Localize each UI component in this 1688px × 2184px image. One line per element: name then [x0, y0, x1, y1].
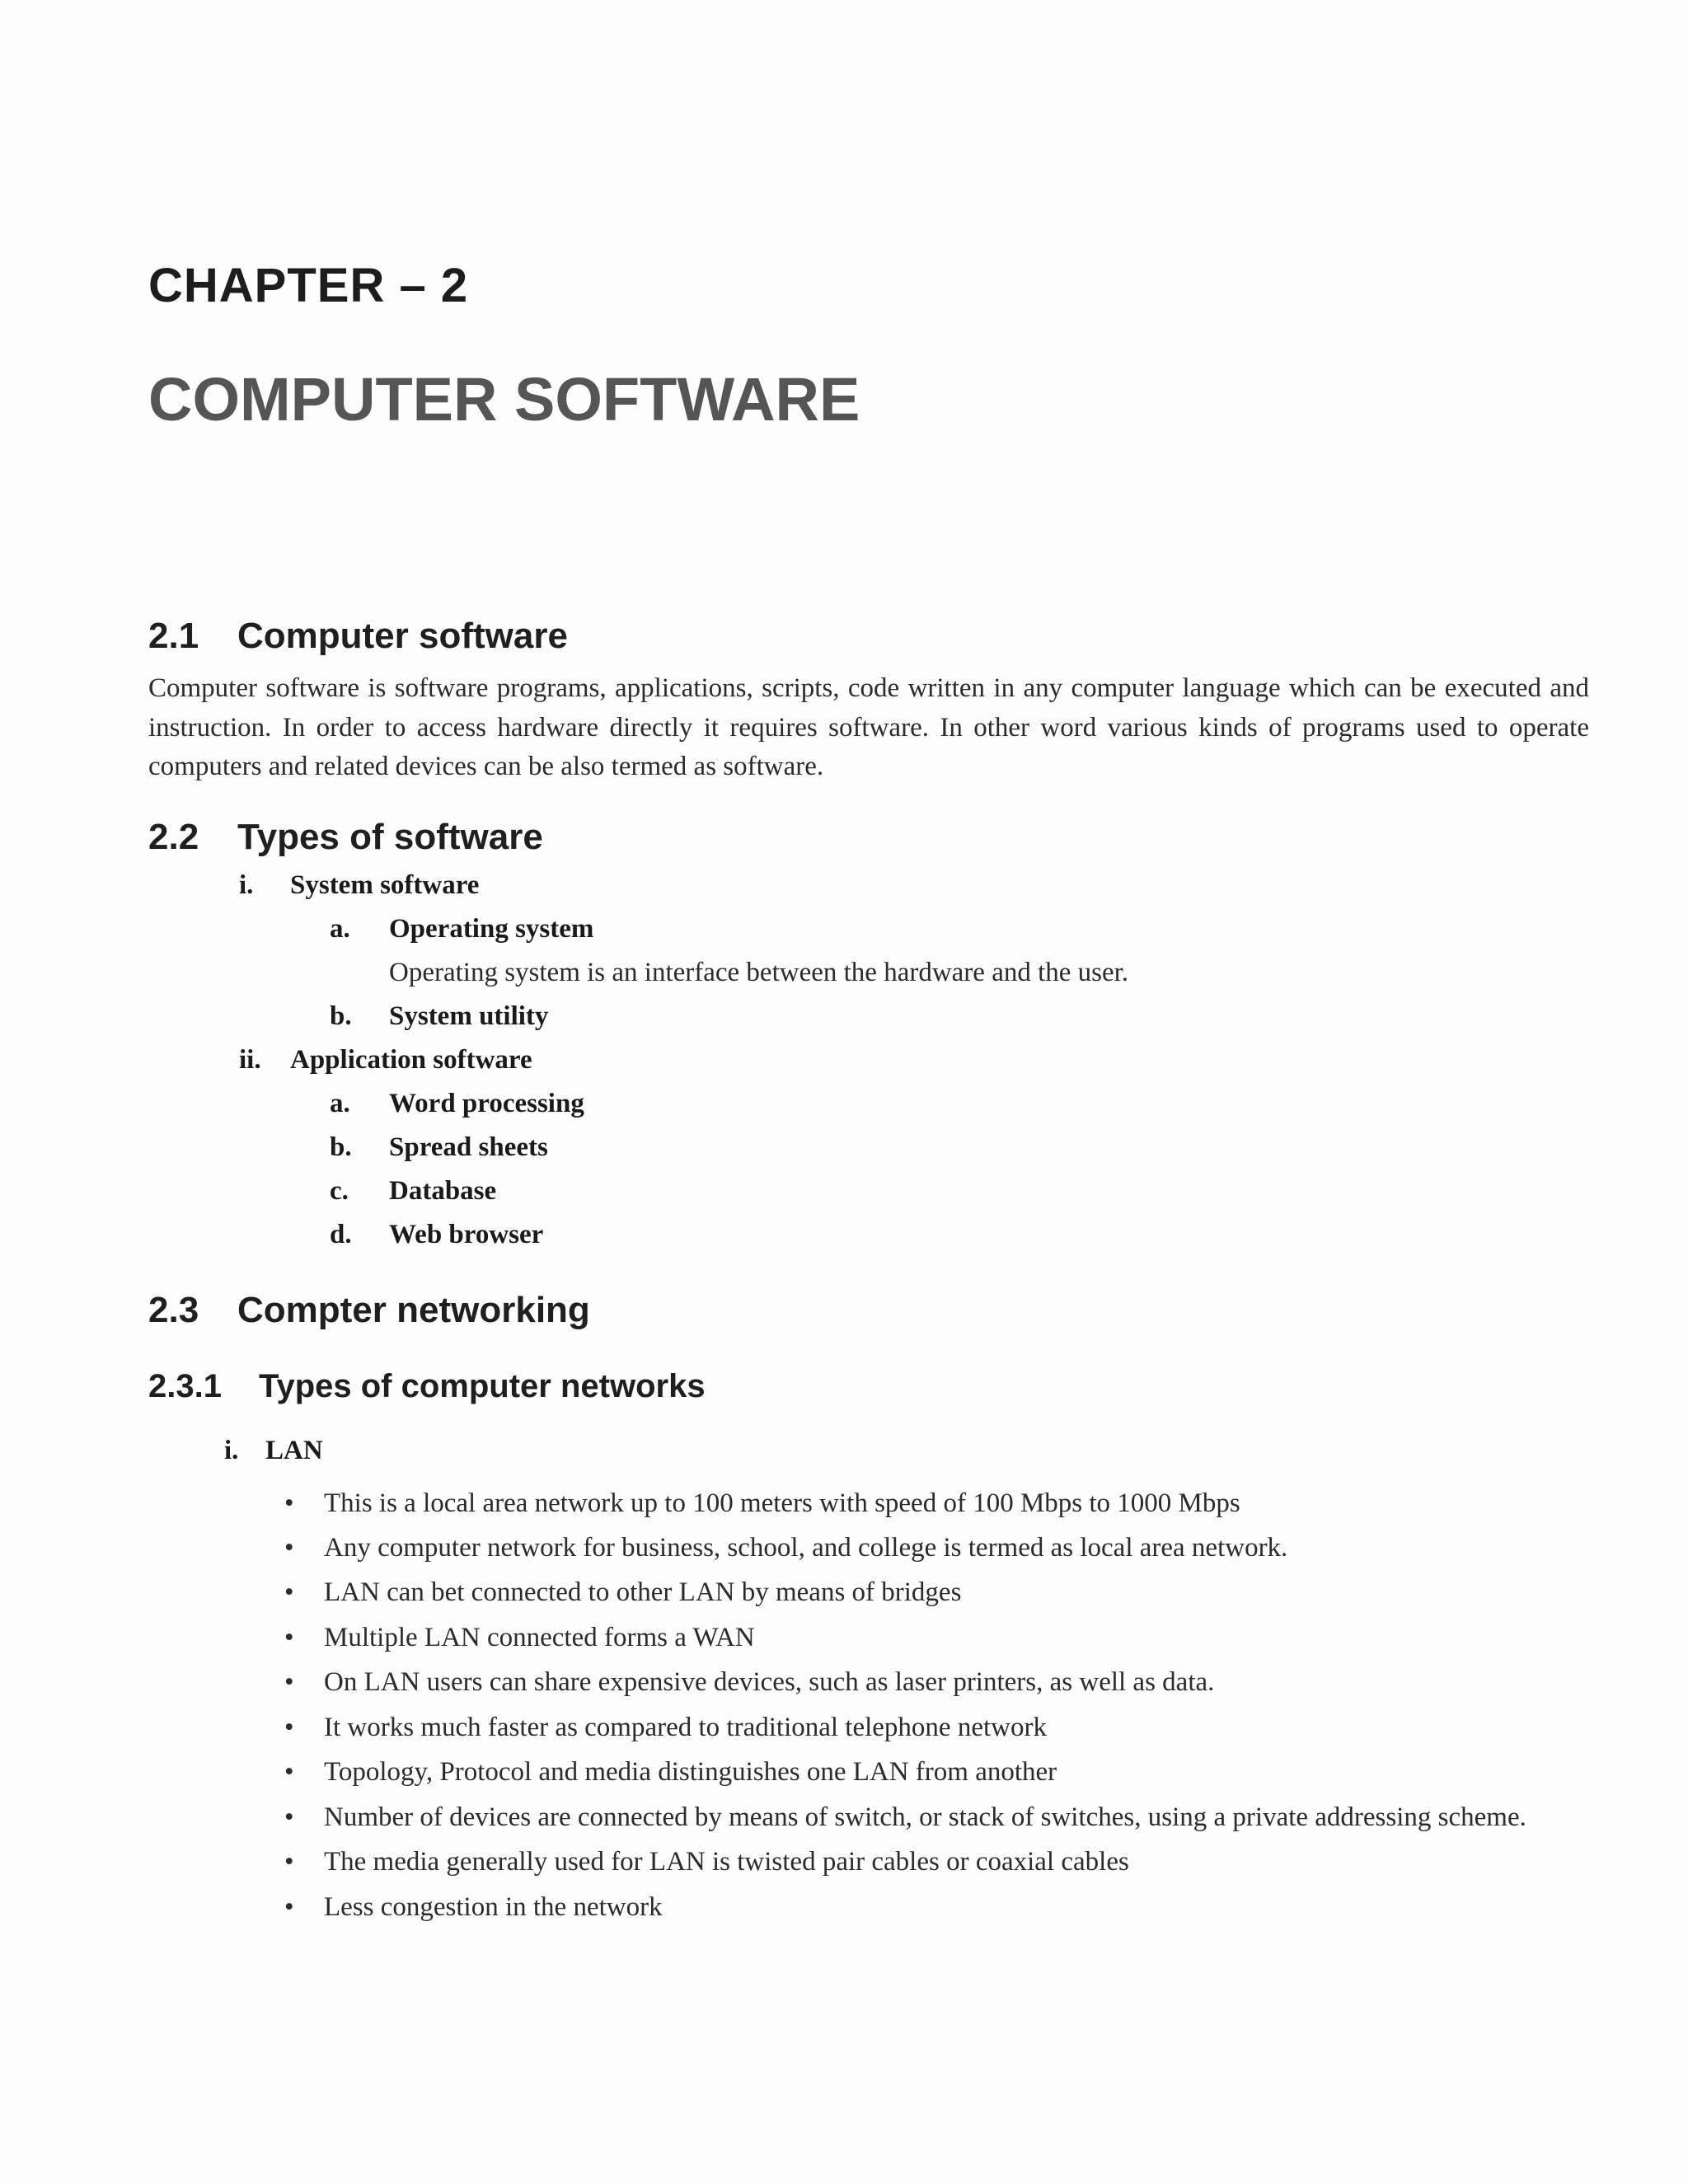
bullet-item: [284, 1804, 1526, 1831]
section-number: 2.3.1: [148, 1368, 222, 1404]
bullet-text: On LAN users can share expensive devices, such as laser printers, as well as data.: [324, 1667, 1215, 1697]
bullet-icon: •: [284, 1623, 294, 1652]
list-item-label: Word processing: [389, 1089, 584, 1118]
bullet-item: [284, 1624, 755, 1652]
list-item-spread-sheets: [330, 1134, 548, 1161]
section-2-1-heading: [148, 618, 568, 654]
bullet-text: Number of devices are connected by means of switch, or stack of switches, using a private addressing scheme.: [324, 1802, 1526, 1832]
section-title: Computer software: [237, 616, 568, 656]
bullet-icon: •: [284, 1488, 294, 1518]
bullet-item: [284, 1579, 961, 1606]
list-item-label: System software: [290, 870, 480, 900]
bullet-text: It works much faster as compared to traditional telephone network: [324, 1713, 1047, 1742]
section-2-1-paragraph: Computer software is software programs, applications, scripts, code written in any computer language which can be executed and instruction. In order to access hardware directly it requires software. In other word various kinds of programs used to operate computers and related devices can be also termed as software.: [148, 673, 1589, 781]
bullet-text: This is a local area network up to 100 meters with speed of 100 Mbps to 1000 Mbps: [324, 1488, 1240, 1518]
bullet-item: [284, 1849, 1129, 1876]
bullet-item: [284, 1535, 1287, 1562]
bullet-icon: •: [284, 1892, 294, 1922]
bullet-icon: •: [284, 1533, 294, 1563]
list-marker: a.: [330, 1089, 350, 1118]
list-item-label: Application software: [290, 1045, 532, 1075]
bullet-text: Topology, Protocol and media distinguishes one LAN from another: [324, 1757, 1057, 1787]
section-number: 2.3: [148, 1290, 199, 1330]
bullet-text: Any computer network for business, school, and college is termed as local area network.: [324, 1533, 1288, 1563]
list-item-label: System utility: [389, 1001, 549, 1031]
list-item-label: Spread sheets: [389, 1132, 548, 1162]
chapter-label: CHAPTER – 2: [148, 259, 469, 312]
list-item-system-software: [239, 872, 479, 899]
bullet-icon: •: [284, 1802, 294, 1832]
section-title: Types of computer networks: [259, 1368, 706, 1404]
list-marker: a.: [330, 914, 350, 944]
bullet-item: [284, 1669, 1214, 1696]
section-2-3-heading: [148, 1292, 590, 1329]
list-marker: b.: [330, 1132, 352, 1162]
list-item-operating-system: [330, 916, 593, 943]
bullet-item: [284, 1490, 1240, 1517]
list-marker: i.: [224, 1436, 239, 1465]
bullet-icon: •: [284, 1577, 294, 1607]
list-marker: d.: [330, 1220, 352, 1249]
list-item-label: Database: [389, 1176, 497, 1206]
bullet-icon: •: [284, 1667, 294, 1697]
bullet-icon: •: [284, 1713, 294, 1742]
list-item-label: Operating system: [389, 914, 594, 944]
list-item-database: [330, 1178, 496, 1205]
list-item-word-processing: [330, 1090, 584, 1118]
list-item-application-software: [239, 1047, 532, 1074]
bullet-text: Multiple LAN connected forms a WAN: [324, 1623, 755, 1652]
list-item-web-browser: [330, 1221, 543, 1249]
list-marker: c.: [330, 1176, 349, 1206]
list-marker: i.: [239, 870, 254, 900]
section-number: 2.1: [148, 616, 199, 656]
bullet-item: [284, 1894, 663, 1921]
list-item-system-utility: [330, 1003, 548, 1030]
section-title: Types of software: [237, 817, 543, 857]
section-2-2-heading: [148, 819, 543, 855]
bullet-item: [284, 1759, 1057, 1786]
bullet-item: [284, 1714, 1047, 1741]
operating-system-description: Operating system is an interface between the hardware and the user.: [389, 958, 1129, 987]
list-item-lan: [224, 1437, 323, 1465]
list-marker: b.: [330, 1001, 352, 1031]
bullet-text: Less congestion in the network: [324, 1892, 663, 1922]
list-marker: ii.: [239, 1045, 261, 1075]
bullet-icon: •: [284, 1757, 294, 1787]
section-2-3-1-heading: [148, 1370, 706, 1403]
section-number: 2.2: [148, 817, 199, 857]
bullet-text: The media generally used for LAN is twisted pair cables or coaxial cables: [324, 1847, 1129, 1877]
bullet-icon: •: [284, 1847, 294, 1877]
chapter-title: COMPUTER SOFTWARE: [148, 365, 860, 434]
section-title: Compter networking: [237, 1290, 590, 1330]
list-item-label: Web browser: [389, 1220, 544, 1249]
list-item-label: LAN: [265, 1436, 323, 1465]
bullet-text: LAN can bet connected to other LAN by means of bridges: [324, 1577, 962, 1607]
